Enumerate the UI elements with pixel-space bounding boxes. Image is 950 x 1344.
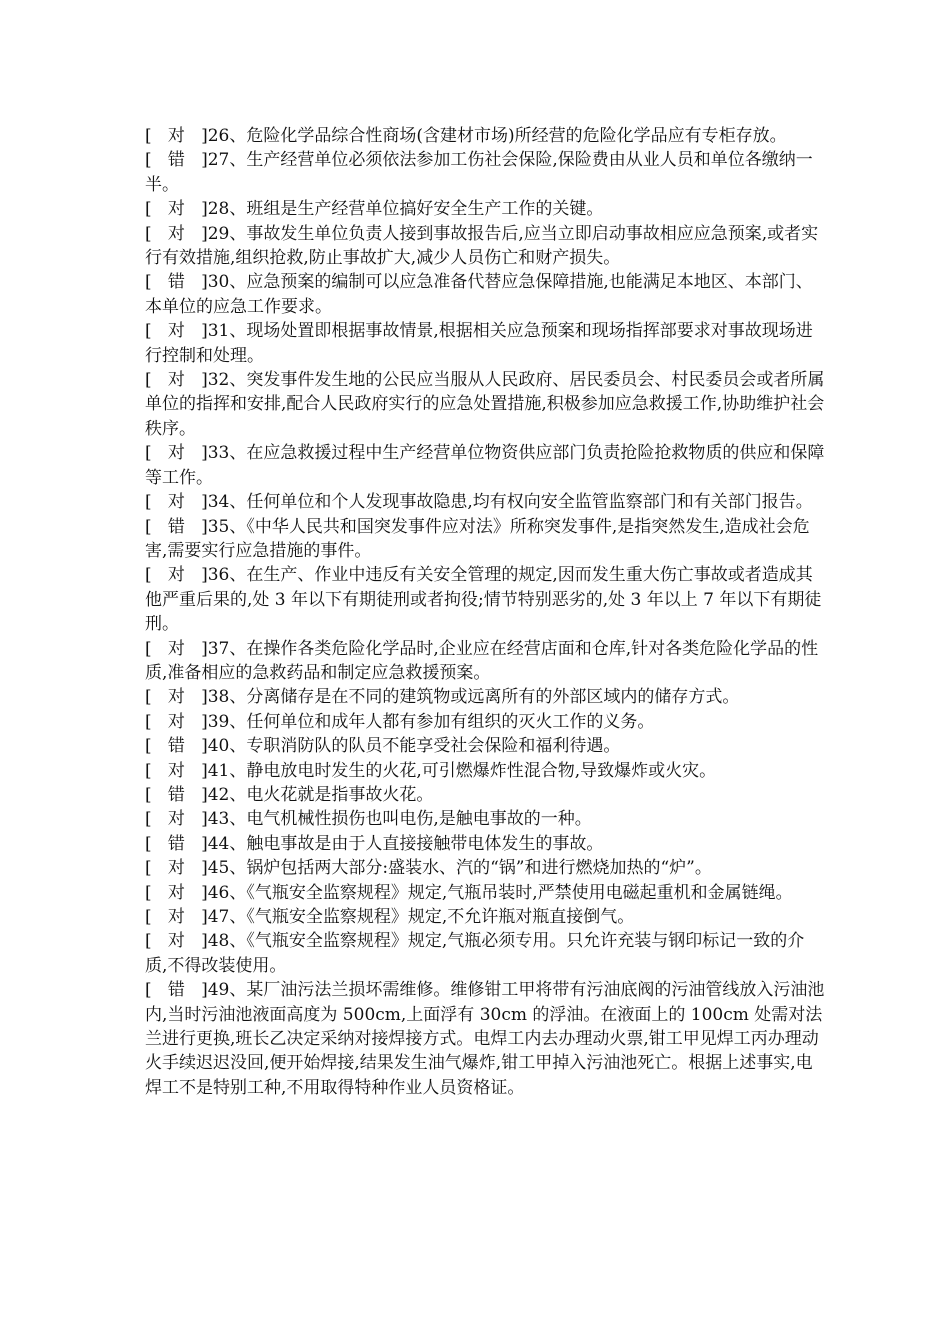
question-item: [145, 905, 825, 929]
spacer: [185, 224, 201, 244]
bracket-open: [: [145, 809, 152, 830]
question-text: 31、现场处置即根据事故情景,根据相关应急预案和现场指挥部要求对事故现场进行控制和处理。: [145, 321, 813, 366]
question-text: 44、触电事故是由于人直接接触带电体发生的事故。: [207, 833, 604, 854]
spacer: [152, 736, 168, 756]
question-text: 32、突发事件发生地的公民应当服从人民政府、居民委员会、村民委员会或者所属单位的指挥和安排,配合人民政府实行的应急处置措施,积极参加应急救援工作,协助维护社会秩序。: [145, 370, 825, 439]
question-item: [145, 197, 825, 221]
spacer: [185, 639, 201, 659]
spacer: [152, 370, 168, 390]
answer-mark: 错: [167, 272, 185, 293]
question-text: 48、《气瓶安全监察规程》规定,气瓶必须专用。只允许充装与钢印标记一致的介质,不得改装使用。: [145, 931, 805, 976]
bracket-open: [: [145, 907, 152, 927]
answer-mark: 错: [167, 516, 185, 537]
question-item: [145, 685, 825, 709]
bracket-close: ]: [201, 858, 208, 879]
spacer: [185, 492, 201, 512]
bracket-open: [: [145, 760, 152, 781]
question-item: [145, 270, 825, 319]
bracket-open: [: [145, 443, 152, 464]
spacer: [185, 931, 201, 951]
spacer: [152, 150, 168, 170]
spacer: [185, 565, 201, 585]
question-text: 36、在生产、作业中违反有关安全管理的规定,因而发生重大伤亡事故或者造成其他严重后果的,处 3 年以下有期徒刑或者拘役;情节特别恶劣的,处 3 年以上 7 年以下有期徒刑。: [145, 565, 822, 635]
bracket-close: ]: [201, 272, 208, 293]
bracket-close: ]: [201, 980, 208, 1001]
bracket-open: [: [145, 199, 152, 220]
question-item: [145, 978, 825, 1100]
question-item: [145, 637, 825, 686]
bracket-close: ]: [201, 321, 208, 342]
spacer: [185, 712, 201, 732]
question-item: [145, 563, 825, 636]
bracket-open: [: [145, 711, 152, 732]
bracket-open: [: [145, 223, 152, 244]
spacer: [152, 883, 168, 903]
question-text: 40、专职消防队的队员不能享受社会保险和福利待遇。: [207, 736, 621, 757]
bracket-open: [: [145, 980, 152, 1001]
spacer: [152, 492, 168, 512]
answer-mark: 对: [167, 126, 185, 146]
answer-mark: 错: [167, 784, 185, 805]
bracket-close: ]: [201, 736, 208, 757]
question-text: 42、电火花就是指事故火花。: [207, 784, 434, 805]
bracket-close: ]: [201, 833, 208, 854]
question-text: 27、生产经营单位必须依法参加工伤社会保险,保险费由从业人员和单位各缴纳一半。: [145, 150, 813, 195]
bracket-open: [: [145, 687, 152, 708]
spacer: [185, 517, 201, 537]
bracket-close: ]: [201, 711, 208, 732]
question-text: 35、《中华人民共和国突发事件应对法》所称突发事件,是指突然发生,造成社会危害,需要实行应急措施的事件。: [145, 516, 810, 561]
bracket-open: [: [145, 516, 152, 537]
spacer: [152, 517, 168, 537]
question-text: 30、应急预案的编制可以应急准备代替应急保障措施,也能满足本地区、本部门、本单位的应急工作要求。: [145, 272, 813, 317]
question-text: 49、某厂油污法兰损坏需维修。维修钳工甲将带有污油底阀的污油管线放入污油池内,当时污油池液面高度为 500cm,上面浮有 30cm 的浮油。在液面上的 100cm 处需对法兰进行更换,班长乙决定采纳对接焊接方式。电焊工内去办理动火票,钳工甲见焊工丙办理动火手续迟迟没回,便开始焊接,结果发生油气爆炸,钳工甲掉入污油池死亡。根据上述事实,电焊工不是特别工种,不用取得特种作业人员资格证。: [145, 980, 825, 1098]
spacer: [185, 785, 201, 805]
question-item: [145, 856, 825, 880]
spacer: [152, 809, 168, 829]
spacer: [152, 712, 168, 732]
question-text: 26、危险化学品综合性商场(含建材市场)所经营的危险化学品应有专柜存放。: [207, 126, 787, 146]
bracket-open: [: [145, 272, 152, 293]
answer-mark: 对: [167, 638, 185, 659]
question-item: [145, 783, 825, 807]
answer-mark: 对: [167, 809, 185, 830]
bracket-close: ]: [201, 443, 208, 464]
question-text: 38、分离储存是在不同的建筑物或远离所有的外部区域内的储存方式。: [207, 687, 740, 708]
spacer: [185, 126, 201, 146]
bracket-open: [: [145, 370, 152, 391]
bracket-close: ]: [201, 150, 208, 171]
spacer: [152, 907, 168, 927]
spacer: [152, 761, 168, 781]
question-item: [145, 734, 825, 758]
spacer: [152, 443, 168, 463]
spacer: [152, 931, 168, 951]
spacer: [152, 565, 168, 585]
spacer: [152, 321, 168, 341]
bracket-close: ]: [201, 638, 208, 659]
answer-mark: 错: [167, 736, 185, 757]
answer-mark: 对: [167, 907, 185, 927]
spacer: [185, 858, 201, 878]
bracket-open: [: [145, 150, 152, 171]
spacer: [152, 785, 168, 805]
bracket-close: ]: [201, 223, 208, 244]
question-item: [145, 490, 825, 514]
bracket-open: [: [145, 492, 152, 513]
question-item: [145, 124, 825, 148]
question-text: 34、任何单位和个人发现事故隐患,均有权向安全监管监察部门和有关部门报告。: [207, 492, 813, 513]
question-item: [145, 881, 825, 905]
question-text: 47、《气瓶安全监察规程》规定,不允许瓶对瓶直接倒气。: [207, 907, 635, 927]
question-item: [145, 515, 825, 564]
question-item: [145, 148, 825, 197]
spacer: [185, 687, 201, 707]
bracket-open: [: [145, 638, 152, 659]
answer-mark: 对: [167, 370, 185, 391]
answer-mark: 对: [167, 711, 185, 732]
bracket-open: [: [145, 565, 152, 586]
spacer: [152, 687, 168, 707]
question-text: 39、任何单位和成年人都有参加有组织的灭火工作的义务。: [207, 711, 655, 732]
spacer: [185, 883, 201, 903]
question-text: 46、《气瓶安全监察规程》规定,气瓶吊装时,严禁使用电磁起重机和金属链绳。: [207, 882, 793, 903]
bracket-close: ]: [201, 370, 208, 391]
spacer: [185, 272, 201, 292]
bracket-close: ]: [201, 907, 208, 927]
question-text: 28、班组是生产经营单位搞好安全生产工作的关键。: [207, 199, 604, 220]
question-text: 29、事故发生单位负责人接到事故报告后,应当立即启动事故相应应急预案,或者实行有效措施,组织抢救,防止事故扩大,减少人员伤亡和财产损失。: [145, 223, 819, 269]
bracket-close: ]: [201, 516, 208, 537]
question-text: 43、电气机械性损伤也叫电伤,是触电事故的一种。: [207, 809, 592, 830]
spacer: [152, 199, 168, 219]
spacer: [185, 736, 201, 756]
bracket-open: [: [145, 931, 152, 952]
bracket-open: [: [145, 321, 152, 342]
spacer: [152, 858, 168, 878]
spacer: [185, 761, 201, 781]
question-text: 41、静电放电时发生的火花,可引燃爆炸性混合物,导致爆炸或火灾。: [207, 760, 717, 781]
bracket-open: [: [145, 882, 152, 903]
answer-mark: 对: [167, 321, 185, 342]
answer-mark: 对: [167, 565, 185, 586]
spacer: [185, 150, 201, 170]
bracket-close: ]: [201, 126, 208, 146]
answer-mark: 错: [167, 150, 185, 171]
answer-mark: 对: [167, 223, 185, 244]
answer-mark: 对: [167, 687, 185, 708]
question-item: [145, 368, 825, 441]
answer-mark: 对: [167, 199, 185, 220]
spacer: [152, 126, 168, 146]
spacer: [185, 907, 201, 927]
question-item: [145, 929, 825, 978]
spacer: [152, 834, 168, 854]
question-text: 37、在操作各类危险化学品时,企业应在经营店面和仓库,针对各类危险化学品的性质,准备相应的急救药品和制定应急救援预案。: [145, 638, 819, 683]
spacer: [185, 370, 201, 390]
bracket-open: [: [145, 784, 152, 805]
question-item: [145, 759, 825, 783]
question-item: [145, 441, 825, 490]
question-text: 45、锅炉包括两大部分:盛装水、汽的“锅”和进行燃烧加热的“炉”。: [207, 858, 712, 879]
bracket-open: [: [145, 833, 152, 854]
spacer: [185, 443, 201, 463]
answer-mark: 对: [167, 760, 185, 781]
bracket-close: ]: [201, 492, 208, 513]
answer-mark: 错: [167, 833, 185, 854]
spacer: [185, 834, 201, 854]
spacer: [185, 199, 201, 219]
question-item: [145, 710, 825, 734]
answer-mark: 对: [167, 882, 185, 903]
answer-mark: 对: [167, 443, 185, 464]
question-item: [145, 319, 825, 368]
bracket-close: ]: [201, 199, 208, 220]
bracket-close: ]: [201, 784, 208, 805]
bracket-close: ]: [201, 565, 208, 586]
answer-mark: 对: [167, 858, 185, 879]
spacer: [185, 321, 201, 341]
spacer: [152, 639, 168, 659]
question-item: [145, 832, 825, 856]
spacer: [185, 980, 201, 1000]
bracket-open: [: [145, 126, 152, 146]
answer-mark: 对: [167, 492, 185, 513]
answer-mark: 错: [167, 980, 185, 1001]
bracket-close: ]: [201, 809, 208, 830]
bracket-close: ]: [201, 760, 208, 781]
bracket-close: ]: [201, 687, 208, 708]
question-item: [145, 222, 825, 271]
bracket-close: ]: [201, 931, 208, 952]
bracket-close: ]: [201, 882, 208, 903]
spacer: [152, 224, 168, 244]
question-text: 33、在应急救援过程中生产经营单位物资供应部门负责抢险抢救物质的供应和保障等工作。: [145, 443, 825, 488]
bracket-open: [: [145, 736, 152, 757]
spacer: [152, 272, 168, 292]
document-page: [145, 124, 825, 1100]
question-item: [145, 807, 825, 831]
bracket-open: [: [145, 858, 152, 879]
answer-mark: 对: [167, 931, 185, 952]
spacer: [152, 980, 168, 1000]
spacer: [185, 809, 201, 829]
